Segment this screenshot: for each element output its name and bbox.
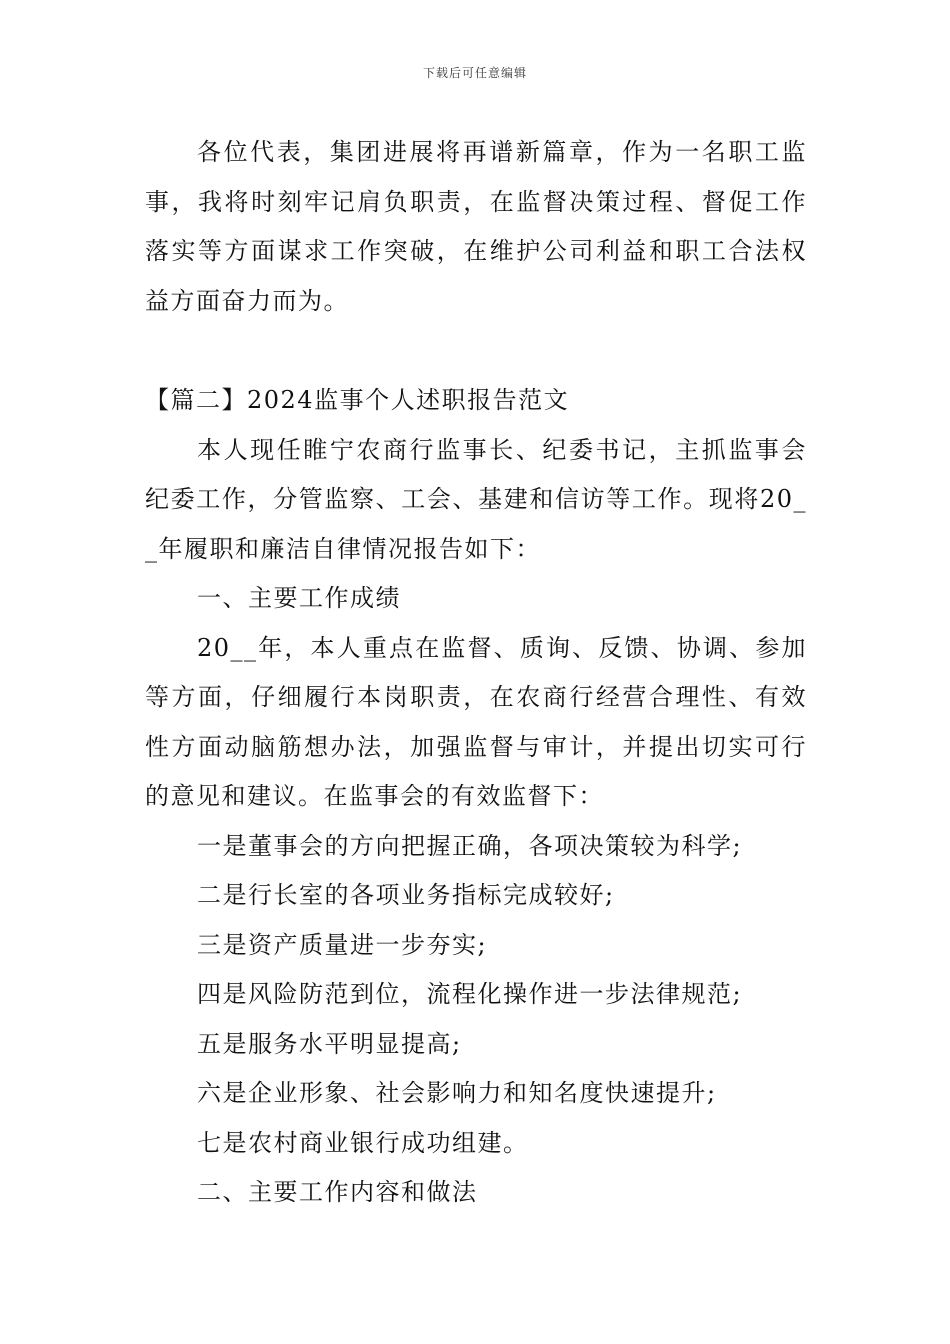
list-item: 二是行长室的各项业务指标完成较好; [197,881,615,909]
list-item: 五是服务水平明显提高; [197,1029,462,1058]
paragraph-introduction: 本人现任睢宁农商行监事长、纪委书记，主抓监事会纪委工作，分管监察、工会、基建和信访等工作。现将20__年履职和廉洁自律情况报告如下： [145,435,807,563]
document-body [145,128,807,1218]
list-item: 七是农村商业银行成功组建。 [197,1128,529,1157]
section-heading: 【篇二】2024监事个人述职报告范文 [145,386,570,414]
page-header-note: 下载后可任意编辑 [422,66,527,80]
section-gap [145,326,807,376]
subheading-main-achievements: 一、主要工作成绩 [197,584,401,612]
list-item: 三是资产质量进一步夯实; [197,930,488,959]
paragraph-closing-remarks: 各位代表，集团进展将再谱新篇章，作为一名职工监事，我将时刻牢记肩负职责，在监督决策过程、督促工作落实等方面谋求工作突破，在维护公司利益和职工合法权益方面奋力而为。 [145,138,807,315]
paragraph-achievements-summary: 20__年，本人重点在监督、质询、反馈、协调、参加等方面，仔细履行本岗职责，在农商行经营合理性、有效性方面动脑筋想办法，加强监督与审计，并提出切实可行的意见和建议。在监事会的有效监督下： [145,633,807,810]
list-item: 四是风险防范到位，流程化操作进一步法律规范; [197,980,743,1008]
subheading-work-content: 二、主要工作内容和做法 [197,1178,478,1206]
list-item: 六是企业形象、社会影响力和知名度快速提升; [197,1079,717,1107]
list-item: 一是董事会的方向把握正确，各项决策较为科学; [197,831,743,860]
